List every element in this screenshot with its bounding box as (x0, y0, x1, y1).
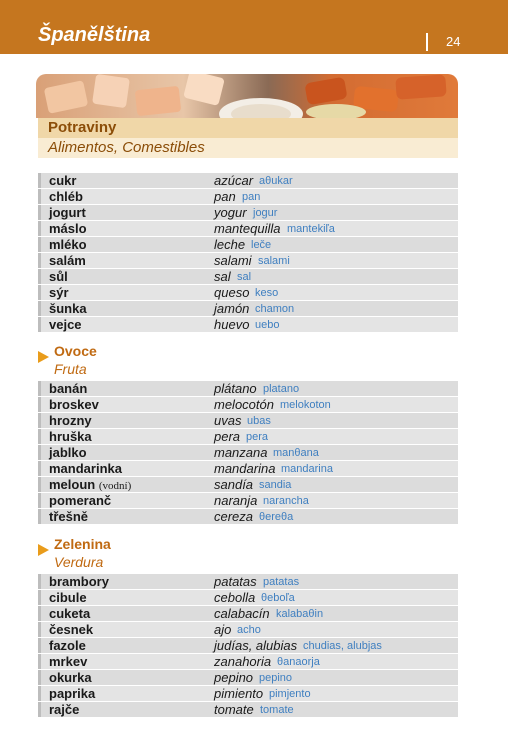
czech-word (49, 413, 92, 428)
czech-word-text: banán (49, 381, 88, 396)
czech-word (49, 237, 87, 252)
czech-word-text: jogurt (49, 205, 86, 220)
row-marker (38, 429, 41, 444)
row-marker (38, 461, 41, 476)
vocab-row (38, 204, 458, 220)
vocab-row (38, 669, 458, 685)
pronunciation: chudias, alubjas (303, 640, 382, 652)
spanish-word: cereza (214, 509, 254, 524)
row-marker (38, 445, 41, 460)
spanish-word: tomate (214, 702, 254, 717)
pronunciation: pera (246, 431, 269, 443)
row-marker (38, 269, 41, 284)
czech-word (49, 317, 82, 332)
vocab-row (38, 701, 458, 717)
row-marker (38, 221, 41, 236)
pronunciation: patatas (263, 576, 300, 588)
spanish-word: judías, alubias (214, 638, 298, 653)
pronunciation: melokoton (280, 399, 331, 411)
page-title: Španělština (38, 24, 151, 46)
pronunciation: narancha (263, 495, 309, 507)
czech-word (49, 493, 111, 508)
pronunciation: pan (242, 191, 261, 203)
czech-word-text: máslo (49, 221, 87, 236)
spanish-word: pimiento (214, 686, 264, 701)
pronunciation: θanaorja (277, 656, 320, 668)
spanish-word: ajo (214, 622, 232, 637)
spanish-word: mantequilla (214, 221, 281, 236)
row-marker (38, 237, 41, 252)
czech-word (49, 574, 109, 589)
pronunciation: pimjento (269, 688, 311, 700)
section-title-es: Alimentos, Comestibles (38, 138, 458, 158)
pronunciation: chamon (255, 303, 295, 315)
spanish-word: jamón (214, 301, 250, 316)
section-title-cz: Zelenina (54, 536, 111, 552)
row-marker (38, 590, 41, 605)
section-potraviny-header (38, 118, 458, 158)
pronunciation: θeboľa (261, 592, 295, 604)
row-marker (38, 381, 41, 396)
row-marker (38, 670, 41, 685)
spanish-word: patatas (214, 574, 257, 589)
czech-word-text: cuketa (49, 606, 91, 621)
vocab-row (38, 284, 458, 300)
czech-word (49, 253, 86, 268)
row-marker (38, 301, 41, 316)
vocab-row (38, 621, 458, 637)
pronunciation: acho (237, 624, 261, 636)
vocab-row (38, 492, 458, 508)
spanish-word: uvas (214, 413, 242, 428)
pronunciation: salami (258, 255, 290, 267)
czech-word-text: třešně (49, 509, 89, 524)
spanish-word: zanahoria (214, 654, 272, 669)
czech-word (49, 445, 87, 460)
czech-word (49, 205, 86, 220)
section-title-es: Verdura (54, 554, 104, 570)
row-marker (38, 574, 41, 589)
pronunciation: mandarina (281, 463, 333, 475)
row-marker (38, 622, 41, 637)
czech-word-text: rajče (49, 702, 80, 717)
czech-word-text: meloun (49, 477, 96, 492)
czech-word-text: cukr (49, 173, 77, 188)
spanish-word: manzana (214, 445, 268, 460)
vocab-row (38, 316, 458, 332)
food-photo-banner (36, 74, 458, 118)
spanish-word: pan (214, 189, 236, 204)
vocab-row (38, 573, 458, 589)
vocab-row (38, 685, 458, 701)
row-marker (38, 493, 41, 508)
czech-word-text: vejce (49, 317, 82, 332)
czech-word (49, 301, 87, 316)
vocab-row (38, 252, 458, 268)
vocab-row (38, 637, 458, 653)
czech-word (49, 638, 86, 653)
vocab-row (38, 220, 458, 236)
section-title-cz: Potraviny (38, 118, 458, 138)
row-marker (38, 606, 41, 621)
vocab-row (38, 380, 458, 396)
spanish-word: mandarina (214, 461, 276, 476)
vocab-table-ovoce (38, 380, 458, 524)
czech-word (49, 654, 87, 669)
row-marker (38, 205, 41, 220)
vocab-table-zelenina (38, 573, 458, 717)
vocab-row (38, 444, 458, 460)
header-divider (426, 33, 428, 51)
vocab-row (38, 508, 458, 524)
row-marker (38, 509, 41, 524)
spanish-word: leche (214, 237, 246, 252)
row-marker (38, 189, 41, 204)
spanish-word: melocotón (214, 397, 274, 412)
czech-word-text: cibule (49, 590, 87, 605)
czech-word-text: salám (49, 253, 86, 268)
czech-word-text: mandarinka (49, 461, 122, 476)
czech-word (49, 381, 87, 396)
pronunciation: pepino (259, 672, 293, 684)
row-marker (38, 317, 41, 332)
pronunciation: aθukar (259, 175, 293, 187)
czech-word (49, 269, 68, 284)
vocab-row (38, 172, 458, 188)
triangle-bullet-icon (38, 351, 49, 363)
spanish-word: queso (214, 285, 250, 300)
triangle-bullet-icon (38, 544, 49, 556)
page-header (0, 0, 508, 54)
vocab-row (38, 605, 458, 621)
czech-word (49, 397, 99, 412)
row-marker (38, 173, 41, 188)
czech-word-note: (vodní) (98, 480, 132, 492)
czech-word-text: paprika (49, 686, 96, 701)
czech-word (49, 221, 87, 236)
spanish-word: sandía (214, 477, 254, 492)
spanish-word: sal (214, 269, 231, 284)
czech-word-text: broskev (49, 397, 99, 412)
czech-word-text: mléko (49, 237, 87, 252)
vocab-row (38, 268, 458, 284)
czech-word (49, 509, 88, 524)
vocab-row (38, 476, 458, 492)
section-title-es: Fruta (54, 361, 87, 377)
section-title-cz: Ovoce (54, 343, 97, 359)
spanish-word: pepino (214, 670, 254, 685)
vocab-row (38, 236, 458, 252)
czech-word-text: šunka (49, 301, 87, 316)
vocab-row (38, 300, 458, 316)
czech-word (49, 702, 79, 717)
czech-word (49, 285, 69, 300)
pronunciation: kalabaθin (276, 608, 324, 620)
vocab-row (38, 653, 458, 669)
row-marker (38, 638, 41, 653)
row-marker (38, 285, 41, 300)
vocab-row (38, 188, 458, 204)
czech-word (49, 429, 92, 444)
pronunciation: sandia (259, 479, 292, 491)
pronunciation: ubas (247, 415, 271, 427)
pronunciation: platano (263, 383, 300, 395)
vocab-row (38, 460, 458, 476)
pronunciation: leče (251, 239, 272, 251)
pronunciation: tomate (260, 704, 294, 716)
row-marker (38, 654, 41, 669)
czech-word (49, 590, 87, 605)
spanish-word: yogur (214, 205, 247, 220)
spanish-word: pera (214, 429, 241, 444)
row-marker (38, 253, 41, 268)
czech-word-text: mrkev (49, 654, 88, 669)
czech-word (49, 670, 92, 685)
pronunciation: keso (255, 287, 279, 299)
page-number: 24 (446, 34, 461, 49)
spanish-word: cebolla (214, 590, 256, 605)
czech-word-text: brambory (49, 574, 109, 589)
vocab-row (38, 396, 458, 412)
spanish-word: huevo (214, 317, 250, 332)
spanish-word: calabacín (214, 606, 270, 621)
vocab-table-potraviny (38, 172, 458, 332)
row-marker (38, 686, 41, 701)
pronunciation: sal (237, 271, 252, 283)
row-marker (38, 413, 41, 428)
row-marker (38, 477, 41, 492)
czech-word-text: pomeranč (49, 493, 112, 508)
czech-word-text: fazole (49, 638, 86, 653)
czech-word (49, 173, 76, 188)
czech-word (49, 189, 83, 204)
pronunciation: manθana (273, 447, 319, 459)
czech-word (49, 686, 95, 701)
row-marker (38, 397, 41, 412)
czech-word-text: chléb (49, 189, 83, 204)
czech-word (49, 606, 90, 621)
czech-word (49, 461, 122, 476)
czech-word-text: sýr (49, 285, 69, 300)
czech-word (49, 622, 93, 637)
row-marker (38, 702, 41, 717)
pronunciation: θereθa (259, 511, 294, 523)
czech-word-text: hrozny (49, 413, 92, 428)
spanish-word: plátano (214, 381, 257, 396)
czech-word-text: okurka (49, 670, 92, 685)
pronunciation: jogur (253, 207, 278, 219)
pronunciation: mantekiľa (287, 223, 335, 235)
spanish-word: naranja (214, 493, 258, 508)
spanish-word: azúcar (214, 173, 254, 188)
vocab-row (38, 589, 458, 605)
pronunciation: uebo (255, 319, 280, 331)
czech-word-text: jablko (49, 445, 87, 460)
vocab-row (38, 428, 458, 444)
czech-word-text: česnek (49, 622, 94, 637)
czech-word-text: hruška (49, 429, 92, 444)
czech-word-text: sůl (49, 269, 68, 284)
vocab-row (38, 412, 458, 428)
spanish-word: salami (214, 253, 252, 268)
